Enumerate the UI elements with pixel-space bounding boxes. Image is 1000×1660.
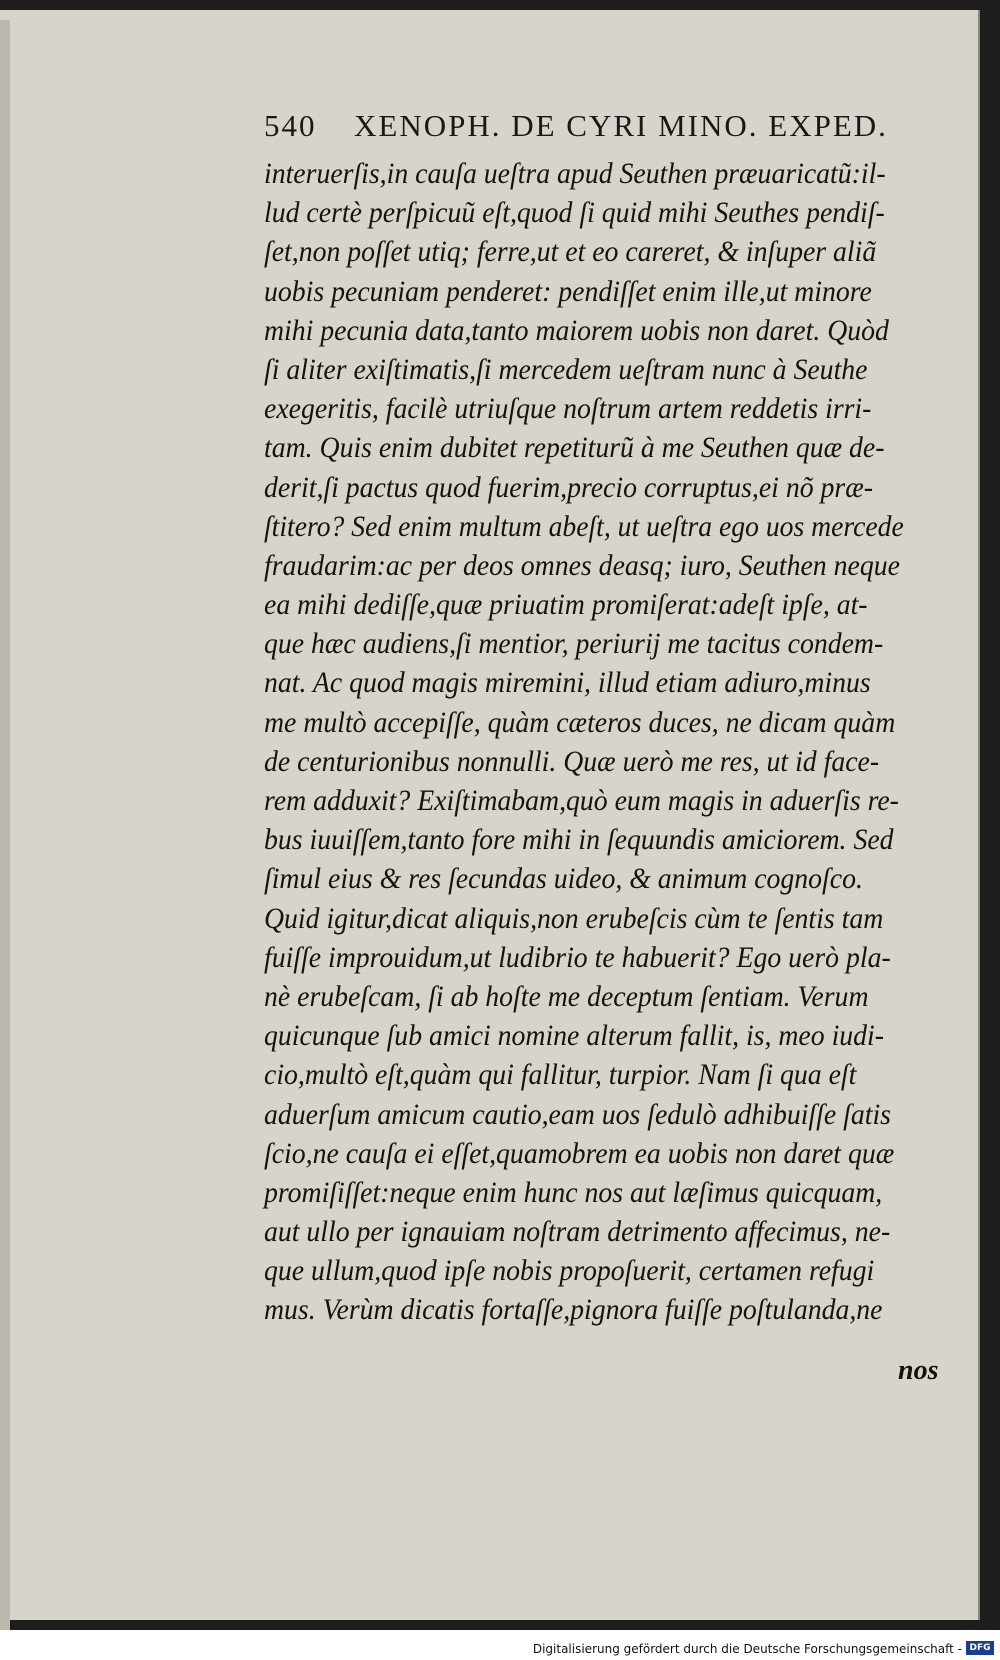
text-line: bus iuuiſſem,tanto fore mihi in ſequundis amiciorem. Sed bbox=[264, 824, 894, 857]
text-line: rem adduxit? Exiſtimabam,quò eum magis in aduerſis re- bbox=[264, 785, 899, 817]
text-line: tam. Quis enim dubitet repetiturũ à me Seuthen quæ de- bbox=[264, 432, 885, 465]
text-line: ſcio,ne cauſa ei eſſet,quamobrem ea uobis non daret quæ bbox=[264, 1137, 895, 1170]
text-line: uobis pecuniam penderet: pendiſſet enim ille,ut minore bbox=[264, 275, 872, 308]
text-line: cio,multò eſt,quàm qui fallitur, turpior. Nam ſi qua eſt bbox=[264, 1059, 857, 1092]
text-line: ea mihi dediſſe,quæ priuatim promiſerat:adeſt ipſe, at- bbox=[264, 589, 868, 622]
running-header bbox=[264, 108, 904, 148]
text-line: fuiſſe improuidum,ut ludibrio te habuerit? Ego uerò pla- bbox=[264, 941, 891, 974]
text-line: que ullum,quod ipſe nobis propoſuerit, certamen refugi bbox=[264, 1255, 875, 1288]
text-line: fraudarim:ac per deos omnes deasq; iuro, Seuthen neque bbox=[264, 549, 900, 582]
text-line: de centurionibus nonnulli. Quæ uerò me res, ut id face- bbox=[264, 745, 880, 778]
text-line: me multò accepiſſe, quàm cæteros duces, ne dicam quàm bbox=[264, 706, 896, 739]
text-line: lud certè perſpicuũ eſt,quod ſi quid mihi Seuthes pendiſ- bbox=[264, 197, 885, 230]
text-line: mihi pecunia data,tanto maiorem uobis non daret. Quòd bbox=[264, 314, 889, 347]
body-text bbox=[264, 155, 944, 1331]
text-line: aduerſum amicum cautio,eam uos ſedulò adhibuiſſe ſatis bbox=[264, 1098, 891, 1131]
text-line: nat. Ac quod magis miremini, illud etiam adiuro,minus bbox=[264, 667, 871, 700]
text-line: nè erubeſcam, ſi ab hoſte me deceptum ſentiam. Verum bbox=[264, 980, 869, 1013]
text-line: exegeritis, facilè utriuſque noſtrum artem reddetis irri- bbox=[264, 393, 872, 426]
text-line: derit,ſi pactus quod fuerim,precio corruptus,ei nõ præ- bbox=[264, 471, 873, 504]
catchword: nos bbox=[898, 1355, 939, 1386]
text-line: Quid igitur,dicat aliquis,non erubeſcis cùm te ſentis tam bbox=[264, 902, 884, 935]
text-line: interuerſis,in cauſa ueſtra apud Seuthen præuaricatũ:il- bbox=[264, 158, 886, 190]
text-line: promiſiſſet:neque enim hunc nos aut læſimus quicquam, bbox=[264, 1176, 883, 1209]
text-line: que hæc audiens,ſi mentior, periurij me tacitus condem- bbox=[264, 628, 884, 661]
running-head-title: XENOPH. DE CYRI MINO. EXPED. bbox=[354, 108, 888, 143]
page-edge bbox=[0, 20, 10, 1630]
page-number: 540 bbox=[264, 108, 317, 143]
text-line: ſtitero? Sed enim multum abeſt, ut ueſtra ego uos mercede bbox=[264, 510, 904, 543]
text-line: ſimul eius & res ſecundas uideo, & animum cognoſco. bbox=[264, 863, 863, 896]
funding-credit: Digitalisierung gefördert durch die Deutsche Forschungsgemeinschaft - bbox=[532, 1642, 962, 1656]
text-line: mus. Verùm dicatis fortaſſe,pignora fuiſſe poſtulanda,ne bbox=[264, 1294, 883, 1327]
text-line: ſi aliter exiſtimatis,ſi mercedem ueſtram nunc à Seuthe bbox=[264, 353, 868, 386]
dfg-logo: DFG bbox=[966, 1641, 994, 1655]
text-line: ſet,non poſſet utiq; ferre,ut et eo careret, & inſuper aliã bbox=[264, 236, 877, 269]
footer-bar bbox=[0, 1630, 1000, 1660]
text-line: aut ullo per ignauiam noſtram detrimento affecimus, ne- bbox=[264, 1216, 891, 1249]
text-line: quicunque ſub amici nomine alterum fallit, is, meo iudi- bbox=[264, 1020, 885, 1053]
